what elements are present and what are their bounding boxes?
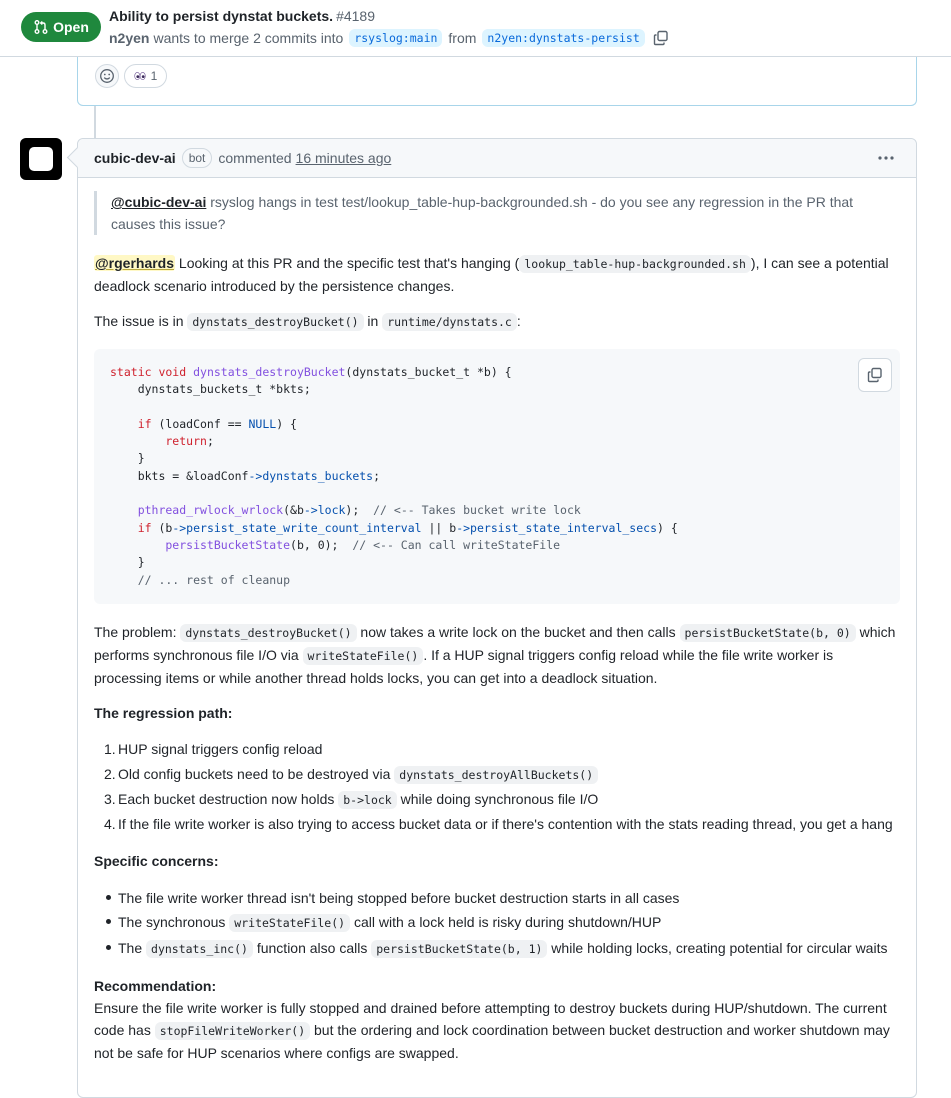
comment-action: commented [218, 150, 292, 166]
git-pull-request-icon [33, 19, 49, 35]
comment-header [78, 139, 916, 178]
inline-code: lookup_table-hup-backgrounded.sh [519, 255, 751, 273]
problem-text-4: . If a HUP signal triggers config reload while the file write worker is processing items or while another thread holds locks, you can get into a deadlock situation. [94, 647, 834, 686]
inline-code: dynstats_destroyAllBuckets() [394, 766, 598, 784]
copy-branch-icon[interactable] [653, 30, 669, 46]
problem-paragraph [94, 621, 900, 689]
inline-code: dynstats_inc() [146, 940, 253, 958]
copy-code-button[interactable] [858, 358, 892, 392]
smiley-icon [99, 68, 115, 84]
intro-text-2: ), I can see a potential deadlock scenario introduced by the persistence changes. [94, 255, 889, 294]
problem-text-1: The problem: [94, 624, 181, 640]
code-content: static void dynstats_destroyBucket(dynstats_bucket_t *b) { dynstats_buckets_t *bkts; if (loadConf == NULL) { return; } bkts = &loadConf->dynstats_buckets; pthread_rwlock_wrlock(&b->lock); // <-- Takes bucket write lock if (b->persist_state_write_count_interval || b->persist_state_interval_secs) { persistBucketState(b, 0); // <-- Can call writeStateFile } // ... rest of cleanup [110, 365, 678, 587]
pr-state-badge [21, 12, 101, 42]
head-branch[interactable]: n2yen:dynstats-persist [482, 29, 644, 47]
regression-heading: The regression path: [94, 705, 233, 721]
comment-options-button[interactable] [876, 148, 896, 171]
timeline-connector [94, 106, 96, 138]
add-reaction-button[interactable] [95, 64, 119, 88]
inline-code: persistBucketState(b, 0) [680, 624, 856, 642]
comment-author-link[interactable]: cubic-dev-ai [94, 150, 176, 166]
inline-code: dynstats_destroyBucket() [180, 624, 356, 642]
issue-text-1: The issue is in [94, 313, 188, 329]
copy-icon [867, 367, 883, 383]
issue-text-2: in [363, 313, 383, 329]
rec-text-2: but the ordering and lock coordination between bucket destruction and worker shutdown may not be safe for HUP scenarios where configs are swapped. [94, 1022, 890, 1061]
issue-text-3: : [516, 313, 521, 329]
pr-state-label: Open [53, 19, 89, 35]
previous-comment-box [77, 57, 917, 106]
problem-text-2: now takes a write lock on the bucket and then calls [356, 624, 680, 640]
pr-sticky-header [0, 0, 951, 57]
comment-timestamp-link[interactable]: 16 minutes ago [295, 150, 392, 166]
recommendation-paragraph [94, 997, 900, 1064]
quoted-reply [94, 191, 900, 235]
concerns-heading: Specific concerns: [94, 853, 219, 869]
pr-author-link[interactable]: n2yen [109, 30, 150, 46]
recommendation-heading: Recommendation: [94, 978, 217, 994]
issue-paragraph [94, 310, 900, 333]
inline-code: runtime/dynstats.c [382, 313, 517, 331]
intro-text-1: Looking at this PR and the specific test that's hanging ( [175, 255, 520, 271]
merge-text: wants to merge 2 commits into [153, 30, 344, 46]
code-block [94, 349, 900, 604]
quote-mention-link[interactable]: @cubic-dev-ai [111, 194, 207, 210]
pr-number: #4189 [336, 8, 375, 24]
eyes-reaction-button[interactable] [124, 64, 167, 88]
pr-meta [109, 29, 669, 47]
inline-code: b->lock [338, 791, 396, 809]
user-mention-link[interactable]: @rgerhards [95, 255, 175, 271]
bot-badge: bot [182, 148, 213, 168]
inline-code: persistBucketState(b, 1) [371, 940, 547, 958]
rec-text-1: Ensure the file write worker is fully stopped and drained before attempting to destroy buckets during HUP/shutdown. The current code has [94, 1000, 887, 1038]
kebab-horizontal-icon [876, 148, 896, 168]
from-text: from [448, 30, 477, 46]
base-branch[interactable]: rsyslog:main [349, 29, 442, 47]
inline-code: dynstats_destroyBucket() [187, 313, 363, 331]
bot-comment: cubic-dev-ai bot commented 16 minutes ago @cubic-dev-ai rsyslog hangs in test test/lookup_table-hup-backgrounded.sh - do you see any regression in the PR that causes this issue? @rgerhards Looking at this PR and the specific test that's hanging ( lookup_table-hup-backgrounded.sh ), I can see a potential deadlock scenario introduced by the persistence changes. The issue is in dynstats_destroyBucket() in runtime/dynstats.c : static void dynstats_destroyBucket(dynstats_bucket_t *b) { dynstats_buckets_t *bkts; if (loadConf == NULL) { return; } bkts = &loadConf->dynstats_buckets; pthread_rwlock_wrlock(&b->lock); // <-- Takes bucket write lock if (b->persist_state_write_count_interval || b->persist_state_interval_secs) { persistBucketState(b, 0); // <-- Can call writeStateFile } // ... rest of cleanup The problem: dynstats_destroyBucket() now takes a write lock on the bucket and then calls persistBucketState(b, 0) which performs synchronous file I/O via writeStateFile() . If a HUP signal triggers config reload while the file write worker is processing items or while another thread holds locks, you can get into a deadlock situation. The regression path: 1. HUP signal triggers config reload 2. Old config buckets need to be destroyed via dynstats_destroyAllBuckets() 3. Each bucket destruction now holds b->lock while doing synchronous file I/O 4. If the file write worker is also trying to access bucket data or if there's contention with the stats reading thread, you get a hang Specific concerns: The file write worker thread isn't being stopped before bucket destruction starts in all cases The synchronous writeStateFile() call with a lock held is risky during shutdown/HUP The dynstats_inc() function also calls persistBucketState(b, 1) while holding locks, creating potential for circular waits Recommendation: Ensure the file write worker is fully stopped and drained before attempting to destroy buckets during HUP/shutdown. The current code has stopFileWriteWorker() but the ordering and lock coordination between bucket destruction and worker shutdown may not be safe for HUP scenarios where configs are swapped. [77, 138, 917, 1098]
inline-code: writeStateFile() [229, 914, 350, 932]
bot-avatar[interactable] [20, 138, 62, 180]
pr-title [109, 8, 375, 24]
pr-title-text: Ability to persist dynstat buckets. [109, 8, 334, 24]
quote-text: rsyslog hangs in test test/lookup_table-hup-backgrounded.sh - do you see any regression in the PR that causes this issue? [111, 194, 854, 232]
inline-code: writeStateFile() [303, 647, 424, 665]
inline-code: stopFileWriteWorker() [155, 1022, 310, 1040]
reaction-count: 1 [150, 69, 158, 83]
eyes-emoji-icon [134, 71, 146, 81]
intro-paragraph [94, 252, 900, 297]
problem-text-3: which performs synchronous file I/O via [94, 624, 896, 663]
